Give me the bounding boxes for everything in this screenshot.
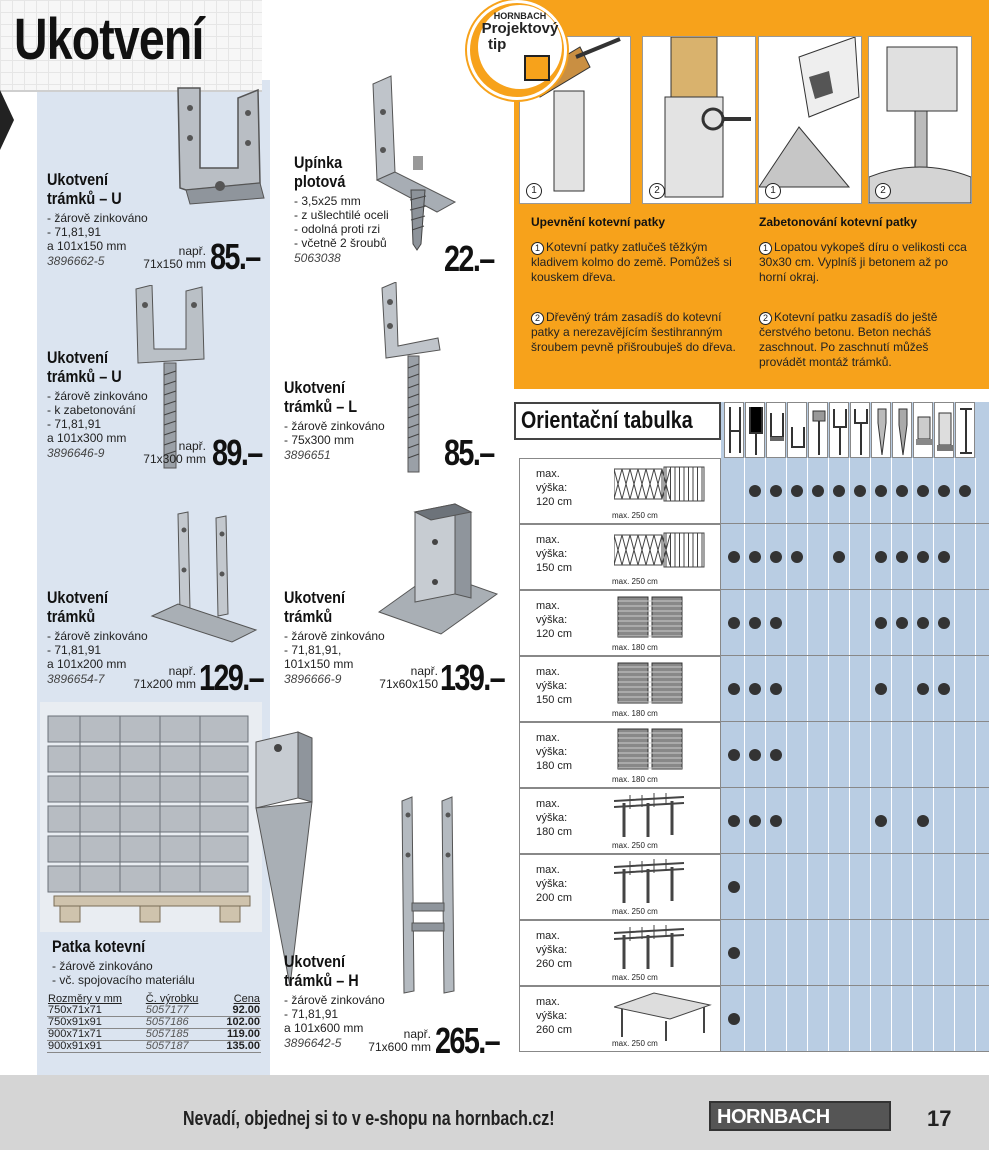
spec-item: - z ušlechtilé oceli	[294, 208, 389, 222]
column-header: Rozměry v mm	[48, 993, 122, 1005]
suitability-dot	[833, 551, 845, 563]
tip-label-line: Projektový	[481, 20, 559, 37]
product-name-line2: trámků – L	[284, 397, 358, 416]
cell-code: 5057177	[145, 1005, 215, 1017]
eshop-message: Nevadí, objednej si to v e-shopu na hornbach.cz!	[183, 1108, 555, 1130]
price-note-line: 71x600 mm	[368, 1040, 431, 1054]
spec-item: - žárově zinkováno	[47, 629, 148, 643]
tip-paragraph: Dřevěný trám zasadíš do kotevní patky a nerezavějícím šestihranným šroubem pevně přišroubuješ do dřeva.	[531, 310, 736, 354]
product-name-line2: trámků – U	[47, 367, 122, 386]
product-post-spike	[52, 937, 195, 987]
suitability-dot	[938, 683, 950, 695]
hornbach-logo-text: HORNBACH	[717, 1106, 830, 1128]
price-note-line: 71x300 mm	[143, 452, 206, 466]
fence-drawing	[614, 793, 714, 843]
cell-size: 900x71x71	[47, 1029, 145, 1041]
product-code: 3896666-9	[284, 672, 342, 686]
suitability-dot	[728, 1013, 740, 1025]
cell-price: 102.00	[215, 1017, 261, 1029]
concrete-anchor-illustration	[869, 37, 971, 203]
table-row	[47, 1041, 261, 1053]
price-table	[47, 993, 261, 1053]
cell-size: 900x91x91	[47, 1041, 145, 1053]
height-label-line: výška:	[536, 944, 568, 956]
height-label-line: výška:	[536, 812, 568, 824]
suitability-dot	[917, 683, 929, 695]
anchor-type-column-header	[745, 402, 765, 458]
suitability-dot	[791, 485, 803, 497]
tip-label	[478, 21, 562, 53]
orientation-row-label-cell	[519, 656, 721, 722]
orientation-grid-background	[721, 402, 989, 1052]
price-note-line: 71x150 mm	[143, 257, 206, 271]
spec-item: - 75x300 mm	[284, 433, 355, 447]
price-note-line: např.	[178, 439, 206, 453]
fence-width-caption: max. 250 cm	[612, 841, 658, 850]
height-label-line: max.	[536, 666, 560, 678]
anchor-type-column-header	[934, 402, 954, 458]
price-note-line: 71x200 mm	[133, 677, 196, 691]
product-code: 5063038	[294, 251, 341, 265]
tip-illustration	[642, 36, 756, 204]
suitability-dot	[896, 485, 908, 497]
product-name-line2: trámků – U	[47, 189, 122, 208]
box-anchor-image	[375, 502, 500, 637]
product-name: Ukotvení	[47, 348, 109, 367]
product-name: Ukotvení	[47, 170, 109, 189]
cell-size: 750x91x91	[47, 1017, 145, 1029]
cell-price: 135.00	[215, 1041, 261, 1053]
footer-bar	[0, 1075, 989, 1150]
height-label-line: 260 cm	[536, 1024, 573, 1036]
spike-anchor-image	[250, 728, 320, 990]
anchor-type-icon	[935, 403, 955, 459]
cell-size: 750x71x71	[47, 1005, 145, 1017]
table-row	[47, 1005, 261, 1017]
tip-heading-left: Upevnění kotevní patky	[531, 215, 666, 229]
fence-drawing	[614, 661, 714, 711]
anchor-type-column-header	[892, 402, 912, 458]
price-note-line: např.	[178, 244, 206, 258]
pallet-image	[40, 702, 262, 932]
l-anchor-image	[378, 282, 448, 477]
price-note	[142, 440, 206, 466]
column-divider	[744, 458, 745, 1052]
tip-heading-right: Zabetonování kotevní patky	[759, 215, 918, 229]
suitability-dot	[770, 617, 782, 629]
suitability-dot	[791, 551, 803, 563]
orientation-row-label-cell	[519, 788, 721, 854]
suitability-dot	[917, 551, 929, 563]
table-row	[47, 1017, 261, 1029]
product-name: Patka kotevní	[52, 937, 146, 956]
project-tip-badge-inner	[478, 5, 562, 89]
height-label-line: max.	[536, 864, 560, 876]
anchor-type-icon	[956, 403, 976, 459]
orientation-row-label-cell	[519, 920, 721, 986]
suitability-dot	[728, 947, 740, 959]
height-label-line: 120 cm	[536, 496, 573, 508]
height-label-line: 120 cm	[536, 628, 573, 640]
suitability-dot	[728, 815, 740, 827]
tip-paragraph: Kotevní patky zatlučeš těžkým kladivem kolmo do země. Pomůžeš si kouskem dřeva.	[531, 240, 732, 284]
height-label	[536, 533, 572, 575]
fence-width-caption: max. 250 cm	[612, 907, 658, 916]
anchor-type-icon	[809, 403, 829, 459]
spec-item: - žárově zinkováno	[52, 959, 153, 973]
height-label-line: 180 cm	[536, 760, 573, 772]
price-note	[372, 665, 438, 691]
suitability-dot	[917, 815, 929, 827]
suitability-dot	[770, 485, 782, 497]
fence-width-caption: max. 250 cm	[612, 577, 658, 586]
u-anchor-150-image	[160, 78, 270, 208]
suitability-dot	[770, 551, 782, 563]
cell-price: 92.00	[215, 1005, 261, 1017]
product-price: 89.–	[212, 432, 262, 473]
column-divider	[933, 458, 934, 1052]
cell-code: 5057185	[145, 1029, 215, 1041]
anchor-type-icon	[872, 403, 892, 459]
price-note-line: 71x60x150	[379, 677, 438, 691]
step-number: 2	[649, 183, 665, 199]
wrench-illustration	[643, 37, 755, 203]
spec-item: a 101x200 mm	[47, 657, 127, 671]
product-code: 3896646-9	[47, 446, 105, 460]
anchor-type-icon	[914, 403, 934, 459]
h-anchor-image	[398, 795, 463, 995]
product-u-anchor-150	[47, 170, 148, 268]
anchor-type-column-header	[829, 402, 849, 458]
tip-paragraph: Lopatou vykopeš díru o velikosti cca 30x30 cm. Vyplníš ji betonem až po horní okraj.	[759, 240, 967, 284]
spec-item: - 3,5x25 mm	[294, 194, 361, 208]
anchor-type-icon	[830, 403, 850, 459]
height-label-line: max.	[536, 534, 560, 546]
orientation-table-title	[514, 402, 721, 440]
height-label	[536, 599, 572, 641]
height-label-line: max.	[536, 600, 560, 612]
tip-label-line: tip	[488, 36, 507, 53]
price-note	[142, 245, 206, 271]
cell-code: 5057186	[145, 1017, 215, 1029]
spec-item: a 101x300 mm	[47, 431, 127, 445]
suitability-dot	[749, 683, 761, 695]
height-label-line: výška:	[536, 548, 568, 560]
spec-item: - k zabetonování	[47, 403, 136, 417]
suitability-dot	[875, 551, 887, 563]
spec-item: a 101x600 mm	[284, 1021, 364, 1035]
table-row	[47, 1029, 261, 1041]
product-specs	[47, 389, 148, 445]
spec-item: - 71,81,91	[47, 417, 102, 431]
product-name-line2: trámků – H	[284, 971, 359, 990]
suitability-dot	[770, 749, 782, 761]
suitability-dot	[749, 815, 761, 827]
flat-anchor-image	[148, 510, 263, 645]
page-title: Ukotvení	[14, 7, 204, 72]
fence-drawing	[614, 925, 714, 975]
product-name: Upínka	[294, 153, 343, 172]
suitability-dot	[749, 485, 761, 497]
spec-item: - žárově zinkováno	[284, 419, 385, 433]
tip-illustration	[758, 36, 862, 204]
height-label-line: výška:	[536, 1010, 568, 1022]
product-box-anchor	[284, 588, 385, 686]
suitability-dot	[728, 617, 740, 629]
tip-text-left-2	[531, 310, 743, 355]
suitability-dot	[833, 485, 845, 497]
tip-text-right-1	[759, 240, 969, 285]
orientation-table-title-text: Orientační tabulka	[521, 407, 693, 434]
product-name: Ukotvení	[284, 588, 346, 607]
fence-drawing	[614, 463, 714, 513]
suitability-dot	[749, 617, 761, 629]
orientation-row-label-cell	[519, 722, 721, 788]
suitability-dot	[812, 485, 824, 497]
fence-width-caption: max. 250 cm	[612, 1039, 658, 1048]
product-name: Ukotvení	[284, 952, 346, 971]
height-label-line: 200 cm	[536, 892, 573, 904]
suitability-dot	[917, 485, 929, 497]
product-price: 85.–	[444, 432, 494, 473]
height-label-line: výška:	[536, 482, 568, 494]
orientation-row-label-cell	[519, 590, 721, 656]
column-divider	[975, 458, 976, 1052]
product-specs	[52, 959, 195, 987]
spec-item: 101x150 mm	[284, 657, 354, 671]
column-divider	[786, 458, 787, 1052]
arrow-decoration	[0, 90, 14, 150]
product-l-anchor	[284, 378, 385, 462]
price-note	[365, 1028, 431, 1054]
height-label	[536, 467, 572, 509]
height-label-line: 150 cm	[536, 694, 573, 706]
fence-width-caption: max. 180 cm	[612, 709, 658, 718]
step-circle: 1	[531, 242, 544, 255]
product-price: 139.–	[440, 657, 505, 698]
spec-item: - 71,81,91	[47, 225, 102, 239]
product-code: 3896651	[284, 448, 331, 462]
anchor-type-column-header	[808, 402, 828, 458]
anchor-type-column-header	[913, 402, 933, 458]
column-divider	[849, 458, 850, 1052]
step-number: 1	[526, 183, 542, 199]
fence-width-caption: max. 250 cm	[612, 511, 658, 520]
height-label	[536, 863, 572, 905]
price-note-line: např.	[403, 1027, 431, 1041]
product-specs	[284, 629, 385, 671]
spec-item: a 101x150 mm	[47, 239, 127, 253]
height-label-line: 260 cm	[536, 958, 573, 970]
suitability-dot	[749, 749, 761, 761]
product-price: 265.–	[435, 1020, 500, 1061]
page-number: 17	[927, 1106, 952, 1131]
height-label-line: max.	[536, 996, 560, 1008]
price-note-line: např.	[168, 664, 196, 678]
product-name-line2: trámků	[284, 607, 333, 626]
step-circle: 1	[759, 242, 772, 255]
suitability-dot	[875, 815, 887, 827]
spec-item: - 71,81,91	[47, 643, 102, 657]
height-label-line: 180 cm	[536, 826, 573, 838]
fence-width-caption: max. 250 cm	[612, 973, 658, 982]
project-tip-badge	[467, 0, 567, 100]
suitability-dot	[938, 617, 950, 629]
spec-item: - žárově zinkováno	[284, 993, 385, 1007]
height-label	[536, 797, 572, 839]
suitability-dot	[896, 617, 908, 629]
shovel-illustration	[759, 37, 861, 203]
product-name: Ukotvení	[284, 378, 346, 397]
height-label-line: max.	[536, 732, 560, 744]
tip-paragraph: Kotevní patku zasadíš do ještě čerstvého betonu. Beton necháš zaschnout. Po zaschnutí můžeš provádět montáž trámků.	[759, 310, 938, 369]
tip-illustration	[868, 36, 972, 204]
height-label	[536, 995, 572, 1037]
height-label-line: max.	[536, 930, 560, 942]
tip-text-right-2	[759, 310, 969, 370]
step-circle: 2	[759, 312, 772, 325]
suitability-dot	[875, 683, 887, 695]
product-code: 3896642-5	[284, 1036, 342, 1050]
product-name-line2: plotová	[294, 172, 346, 191]
anchor-type-icon	[788, 403, 808, 459]
suitability-dot	[728, 749, 740, 761]
spec-item: - 71,81,91,	[284, 643, 342, 657]
spec-item: - vč. spojovacího materiálu	[52, 973, 195, 987]
tip-text-left-1	[531, 240, 743, 285]
price-note-line: např.	[410, 664, 438, 678]
cell-code: 5057187	[145, 1041, 215, 1053]
step-number: 1	[765, 183, 781, 199]
product-price: 22.–	[444, 238, 494, 279]
tip-brand: HORNBACH	[493, 11, 547, 21]
fence-drawing	[614, 859, 714, 909]
fence-width-caption: max. 180 cm	[612, 643, 658, 652]
spec-item: - včetně 2 šroubů	[294, 236, 387, 250]
height-label	[536, 665, 572, 707]
fence-drawing	[614, 991, 714, 1041]
height-label-line: max.	[536, 468, 560, 480]
anchor-type-icon	[725, 403, 745, 459]
height-label	[536, 731, 572, 773]
orientation-row-label-cell	[519, 986, 721, 1052]
anchor-type-icon	[767, 403, 787, 459]
column-header: Cena	[233, 993, 260, 1005]
anchor-type-icon	[746, 403, 766, 459]
suitability-dot	[875, 617, 887, 629]
suitability-dot	[875, 485, 887, 497]
height-label-line: výška:	[536, 680, 568, 692]
product-price: 129.–	[199, 657, 264, 698]
project-tip-box	[514, 0, 989, 389]
product-price: 85.–	[210, 236, 260, 277]
suitability-dot	[770, 683, 782, 695]
anchor-type-column-header	[955, 402, 975, 458]
worker-icon	[524, 55, 550, 81]
height-label-line: výška:	[536, 746, 568, 758]
product-name: Ukotvení	[47, 588, 109, 607]
column-divider	[828, 458, 829, 1052]
price-note	[130, 665, 196, 691]
anchor-type-column-header	[850, 402, 870, 458]
orientation-row-label-cell	[519, 524, 721, 590]
anchor-type-column-header	[787, 402, 807, 458]
column-divider	[807, 458, 808, 1052]
column-header: Č. výrobku	[145, 993, 199, 1005]
product-u-anchor-300	[47, 348, 148, 460]
product-specs	[294, 194, 389, 250]
fence-drawing	[614, 529, 714, 579]
suitability-dot	[728, 683, 740, 695]
cell-price: 119.00	[215, 1029, 261, 1041]
spec-item: - odolná proti rzi	[294, 222, 381, 236]
suitability-dot	[917, 617, 929, 629]
column-divider	[765, 458, 766, 1052]
product-name-line2: trámků	[47, 607, 96, 626]
product-fence-clip	[294, 153, 389, 265]
suitability-dot	[896, 551, 908, 563]
anchor-type-column-header	[766, 402, 786, 458]
orientation-row-label-cell	[519, 854, 721, 920]
fence-drawing	[614, 595, 714, 645]
spec-item: - žárově zinkováno	[47, 211, 148, 225]
column-divider	[954, 458, 955, 1052]
column-divider	[870, 458, 871, 1052]
height-label-line: výška:	[536, 878, 568, 890]
spec-item: - žárově zinkováno	[284, 629, 385, 643]
suitability-dot	[854, 485, 866, 497]
orientation-row-label-cell	[519, 458, 721, 524]
anchor-type-column-header	[724, 402, 744, 458]
product-code: 3896662-5	[47, 254, 105, 268]
height-label-line: max.	[536, 798, 560, 810]
suitability-dot	[728, 551, 740, 563]
spec-item: - 71,81,91	[284, 1007, 339, 1021]
suitability-dot	[938, 551, 950, 563]
product-specs	[284, 419, 385, 447]
suitability-dot	[959, 485, 971, 497]
step-number: 2	[875, 183, 891, 199]
fence-drawing	[614, 727, 714, 777]
column-divider	[891, 458, 892, 1052]
anchor-type-icon	[893, 403, 913, 459]
height-label	[536, 929, 572, 971]
anchor-type-icon	[851, 403, 871, 459]
product-code: 3896654-7	[47, 672, 105, 686]
product-specs	[47, 211, 148, 253]
suitability-dot	[770, 815, 782, 827]
hornbach-logo	[709, 1101, 891, 1131]
row-divider	[519, 1051, 989, 1052]
column-divider	[912, 458, 913, 1052]
suitability-dot	[938, 485, 950, 497]
height-label-line: výška:	[536, 614, 568, 626]
suitability-dot	[728, 881, 740, 893]
suitability-dot	[749, 551, 761, 563]
spec-item: - žárově zinkováno	[47, 389, 148, 403]
fence-width-caption: max. 180 cm	[612, 775, 658, 784]
height-label-line: 150 cm	[536, 562, 573, 574]
step-circle: 2	[531, 312, 544, 325]
anchor-type-column-header	[871, 402, 891, 458]
